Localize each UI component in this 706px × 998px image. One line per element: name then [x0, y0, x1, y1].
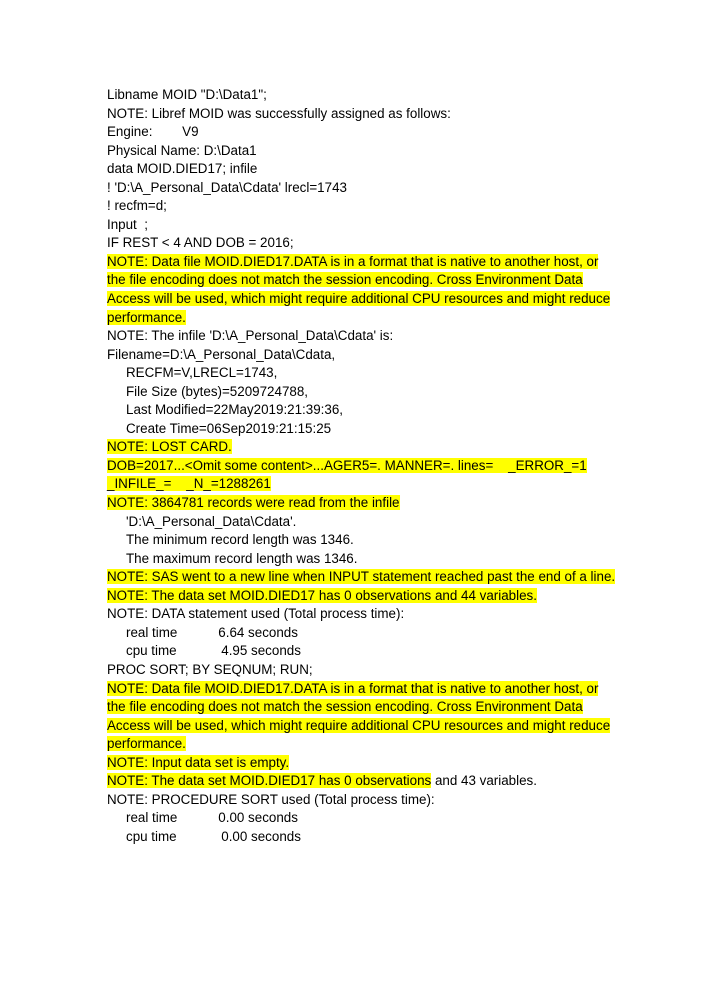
- log-text: NOTE: PROCEDURE SORT used (Total process time):: [107, 791, 435, 807]
- log-line: [107, 624, 667, 643]
- log-line: [107, 513, 667, 532]
- log-line: [107, 550, 667, 569]
- log-line: [107, 290, 667, 309]
- log-text: Libname MOID "D:\Data1";: [107, 87, 267, 102]
- log-line: [107, 346, 667, 365]
- log-line: [107, 234, 667, 253]
- highlighted-text: NOTE: The data set MOID.DIED17 has 0 observations: [107, 773, 432, 789]
- log-text: File Size (bytes)=5209724788,: [126, 383, 309, 399]
- highlighted-text: NOTE: LOST CARD.: [107, 439, 232, 455]
- log-line: [107, 401, 667, 420]
- log-line: [107, 309, 667, 328]
- highlighted-text: NOTE: The data set MOID.DIED17 has 0 observations and 44 variables.: [107, 587, 537, 603]
- log-line: [107, 420, 667, 439]
- log-line: [107, 587, 667, 606]
- log-text: cpu time 0.00 seconds: [126, 828, 301, 844]
- highlighted-text: NOTE: 3864781 records were read from the infile: [107, 495, 400, 511]
- log-text: Filename=D:\A_Personal_Data\Cdata,: [107, 346, 336, 362]
- log-line: [107, 661, 667, 680]
- log-text: Input ;: [107, 216, 148, 232]
- log-line: [107, 253, 667, 272]
- log-text: real time 0.00 seconds: [126, 810, 298, 826]
- log-text: Physical Name: D:\Data1: [107, 142, 257, 158]
- log-line: [107, 160, 667, 179]
- log-text: 'D:\A_Personal_Data\Cdata'.: [126, 513, 297, 529]
- highlighted-text: NOTE: Data file MOID.DIED17.DATA is in a format that is native to another host, or: [107, 253, 599, 269]
- log-text: The minimum record length was 1346.: [126, 532, 354, 548]
- highlighted-text: DOB=2017...<Omit some content>...AGER5=. MANNER=. lines= _ERROR_=1: [107, 457, 587, 473]
- sas-log: [107, 86, 667, 846]
- log-text: Last Modified=22May2019:21:39:36,: [126, 402, 344, 418]
- log-line: [107, 698, 667, 717]
- log-text: NOTE: DATA statement used (Total process time):: [107, 606, 405, 622]
- log-line: [107, 605, 667, 624]
- log-line: [107, 86, 667, 105]
- log-text: NOTE: Libref MOID was successfully assigned as follows:: [107, 105, 451, 121]
- log-line: [107, 809, 667, 828]
- highlighted-text: NOTE: Input data set is empty.: [107, 754, 290, 770]
- highlighted-text: Access will be used, which might require additional CPU resources and might reduce: [107, 717, 611, 733]
- log-line: [107, 791, 667, 810]
- log-text: Engine: V9: [107, 124, 199, 140]
- log-line: [107, 383, 667, 402]
- log-line: [107, 105, 667, 124]
- highlighted-text: _INFILE_= _N_=1288261: [107, 476, 271, 492]
- highlighted-text: Access will be used, which might require additional CPU resources and might reduce: [107, 291, 611, 307]
- log-line: [107, 271, 667, 290]
- highlighted-text: performance.: [107, 736, 186, 752]
- log-text: ! recfm=d;: [107, 198, 167, 214]
- log-text: IF REST < 4 AND DOB = 2016;: [107, 235, 294, 251]
- highlighted-text: NOTE: SAS went to a new line when INPUT statement reached past the end of a line.: [107, 569, 616, 585]
- log-line: [107, 568, 667, 587]
- log-text: PROC SORT; BY SEQNUM; RUN;: [107, 661, 313, 677]
- log-line: [107, 735, 667, 754]
- highlighted-text: the file encoding does not match the session encoding. Cross Environment Data: [107, 272, 583, 288]
- log-text: Create Time=06Sep2019:21:15:25: [126, 420, 332, 436]
- log-text: real time 6.64 seconds: [126, 624, 298, 640]
- log-text: and 43 variables.: [431, 773, 537, 789]
- log-text: data MOID.DIED17; infile: [107, 161, 258, 177]
- log-line: [107, 179, 667, 198]
- log-line: [107, 494, 667, 513]
- log-line: [107, 828, 667, 847]
- log-line: [107, 772, 667, 791]
- highlighted-text: NOTE: Data file MOID.DIED17.DATA is in a format that is native to another host, or: [107, 680, 599, 696]
- log-line: [107, 717, 667, 736]
- log-line: [107, 680, 667, 699]
- highlighted-text: the file encoding does not match the session encoding. Cross Environment Data: [107, 699, 583, 715]
- log-line: [107, 216, 667, 235]
- log-text: RECFM=V,LRECL=1743,: [126, 365, 278, 381]
- log-line: [107, 364, 667, 383]
- log-text: ! 'D:\A_Personal_Data\Cdata' lrecl=1743: [107, 179, 347, 195]
- log-line: [107, 123, 667, 142]
- log-line: [107, 531, 667, 550]
- log-line: [107, 142, 667, 161]
- log-line: [107, 197, 667, 216]
- log-line: [107, 438, 667, 457]
- log-text: cpu time 4.95 seconds: [126, 643, 301, 659]
- log-text: The maximum record length was 1346.: [126, 550, 358, 566]
- log-line: [107, 457, 667, 476]
- highlighted-text: performance.: [107, 309, 186, 325]
- log-line: [107, 754, 667, 773]
- log-line: [107, 642, 667, 661]
- log-line: [107, 327, 667, 346]
- log-text: NOTE: The infile 'D:\A_Personal_Data\Cdata' is:: [107, 328, 394, 344]
- log-line: [107, 475, 667, 494]
